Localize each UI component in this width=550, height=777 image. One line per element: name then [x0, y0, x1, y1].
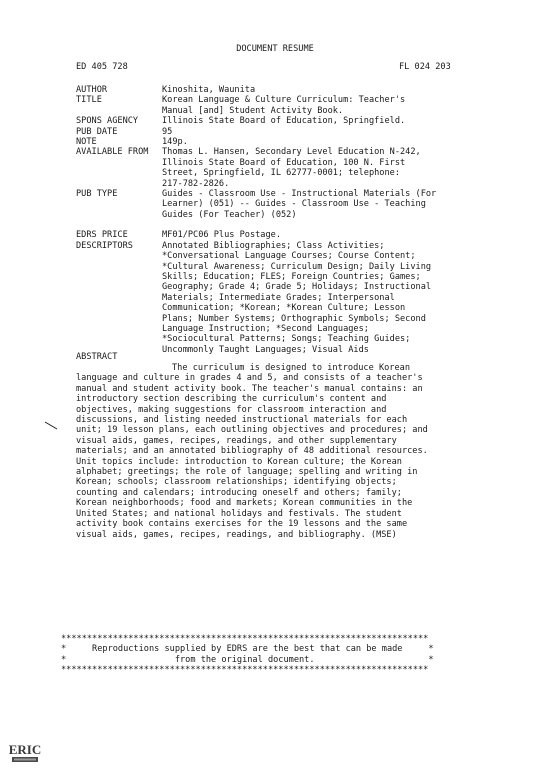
abstract-line: United States; and national holidays and festivals. The student: [76, 508, 402, 519]
abstract-line: materials; and an annotated bibliography of 48 additional resources.: [76, 446, 428, 457]
field-label: [76, 293, 162, 303]
field-label: DESCRIPTORS: [76, 240, 133, 251]
field-row: [76, 334, 486, 344]
field-label: [76, 106, 162, 116]
field-label: [76, 179, 162, 189]
field-value: 95: [162, 126, 173, 137]
abstract-line: Unit topics include: introduction to Korean culture; the Korean: [76, 456, 402, 467]
notice-line: ***********************************************************************: [61, 665, 429, 676]
field-value: Korean Language & Culture Curriculum: Teacher's: [162, 95, 406, 106]
margin-mark-icon: [44, 421, 58, 431]
eric-logo-text: ERIC: [9, 742, 41, 757]
field-row: [76, 303, 486, 313]
abstract-line: objectives, making suggestions for classroom interaction and: [76, 404, 387, 415]
field-row: [76, 324, 486, 334]
abstract-line: introductory section describing the curriculum's content and: [76, 394, 387, 405]
field-label: NOTE: [76, 137, 97, 148]
field-row: [76, 251, 486, 261]
field-label: TITLE: [76, 95, 102, 106]
field-label: [76, 262, 162, 272]
field-label: [76, 324, 162, 334]
field-row: [76, 189, 486, 199]
field-value: 217-782-2826.: [162, 178, 230, 189]
field-value: Skills; Education; FLES; Foreign Countries; Games;: [162, 271, 421, 282]
field-value: Kinoshita, Waunita: [162, 85, 256, 95]
field-row: [76, 230, 486, 240]
field-label: [76, 314, 162, 324]
field-row: [76, 168, 486, 178]
field-label: PUB DATE: [76, 126, 118, 137]
field-row: [76, 106, 486, 116]
field-value: Thomas L. Hansen, Secondary Level Education N-242,: [162, 147, 421, 158]
notice-line: * from the original document. *: [61, 654, 434, 665]
field-value: 149p.: [162, 137, 188, 148]
field-label: PUB TYPE: [76, 189, 118, 200]
field-value: *Conversational Language Courses; Course Content;: [162, 251, 416, 262]
abstract-label: ABSTRACT: [76, 352, 118, 362]
field-value: Guides (For Teacher) (052): [162, 209, 297, 220]
abstract-line: alphabet; greetings; the role of language; spelling and writing in: [76, 467, 418, 478]
notice-line: * Reproductions supplied by EDRS are the best that can be made *: [61, 644, 434, 655]
field-label: [76, 199, 162, 209]
field-row: [76, 137, 486, 147]
notice-line: ***********************************************************************: [61, 634, 429, 644]
abstract-line: counting and calendars; introducing oneself and others; family;: [76, 487, 402, 498]
field-row: [76, 147, 486, 157]
field-value: *Cultural Awareness; Curriculum Design; Daily Living: [162, 261, 432, 272]
abstract-line: visual aids, games, recipes, readings, and bibliography. (MSE): [76, 529, 397, 540]
field-value: Annotated Bibliographies; Class Activities;: [162, 240, 385, 251]
abstract-line: language and culture in grades 4 and 5, and consists of a teacher's: [76, 373, 423, 384]
field-spacer: [76, 220, 486, 230]
field-label: [76, 303, 162, 313]
field-value: Communication; *Korean; *Korean Culture; Lesson: [162, 303, 406, 314]
field-row: [76, 282, 486, 292]
abstract-line: activity book contains exercises for the 19 lessons and the same: [76, 519, 408, 530]
field-label: AUTHOR: [76, 85, 108, 95]
field-row: [76, 179, 486, 189]
metadata-fields: [76, 85, 486, 355]
field-row: [76, 199, 486, 209]
field-label: EDRS PRICE: [76, 230, 128, 241]
field-label: [76, 251, 162, 261]
abstract-line: The curriculum is designed to introduce Korean: [172, 363, 410, 373]
field-row: [76, 314, 486, 324]
reproduction-notice: [61, 634, 477, 676]
field-row: [76, 95, 486, 105]
abstract-text: [76, 363, 486, 540]
field-label: SPONS AGENCY: [76, 116, 139, 127]
fl-number: FL 024 203: [399, 62, 451, 72]
field-row: [76, 262, 486, 272]
field-value: Illinois State Board of Education, 100 N. First: [162, 157, 406, 168]
field-value: MF01/PC06 Plus Postage.: [162, 230, 281, 241]
field-row: [76, 116, 486, 126]
field-row: [76, 85, 486, 95]
abstract-line: visual aids, games, recipes, readings, and other supplementary: [76, 435, 397, 446]
field-value: Street, Springfield, IL 62777-0001; telephone:: [162, 168, 400, 179]
ed-number: ED 405 728: [76, 62, 128, 72]
field-label: [76, 272, 162, 282]
field-label: [76, 210, 162, 220]
abstract-line: manual and student activity book. The teacher's manual contains: an: [76, 383, 423, 394]
field-value: *Sociocultural Patterns; Songs; Teaching Guides;: [162, 334, 411, 345]
field-row: [76, 241, 486, 251]
field-value: Materials; Intermediate Grades; Interpersonal: [162, 292, 395, 303]
field-value: Guides - Classroom Use - Instructional Materials (For: [162, 189, 437, 200]
field-value: Manual [and] Student Activity Book.: [162, 105, 344, 116]
field-label: [76, 334, 162, 344]
field-value: Plans; Number Systems; Orthographic Symbols; Second: [162, 313, 426, 324]
document-title: DOCUMENT RESUME: [236, 44, 314, 54]
field-row: [76, 272, 486, 282]
field-label: [76, 158, 162, 168]
field-row: [76, 127, 486, 137]
field-row: [76, 293, 486, 303]
field-value: Learner) (051) -- Guides - Classroom Use - Teaching: [162, 199, 426, 210]
field-value: Geography; Grade 4; Grade 5; Holidays; Instructional: [162, 282, 432, 293]
field-row: [76, 158, 486, 168]
field-value: Language Instruction; *Second Languages;: [162, 323, 369, 334]
eric-logo-icon: [9, 739, 41, 765]
abstract-line: unit; 19 lesson plans, each outlining objectives and procedures; and: [76, 425, 428, 436]
field-value: Uncommonly Taught Languages; Visual Aids: [162, 344, 369, 355]
field-row: [76, 210, 486, 220]
field-value: Illinois State Board of Education, Springfield.: [162, 116, 406, 127]
abstract-line: discussions, and listing needed instructional materials for each: [76, 415, 408, 426]
field-row: [76, 345, 486, 355]
field-label: AVAILABLE FROM: [76, 147, 149, 158]
field-label: [76, 168, 162, 178]
abstract-line: Korean; schools; classroom relationships; identifying objects;: [76, 477, 397, 488]
abstract-line: Korean neighborhoods; food and markets; Korean communities in the: [76, 498, 413, 509]
field-label: [76, 282, 162, 292]
